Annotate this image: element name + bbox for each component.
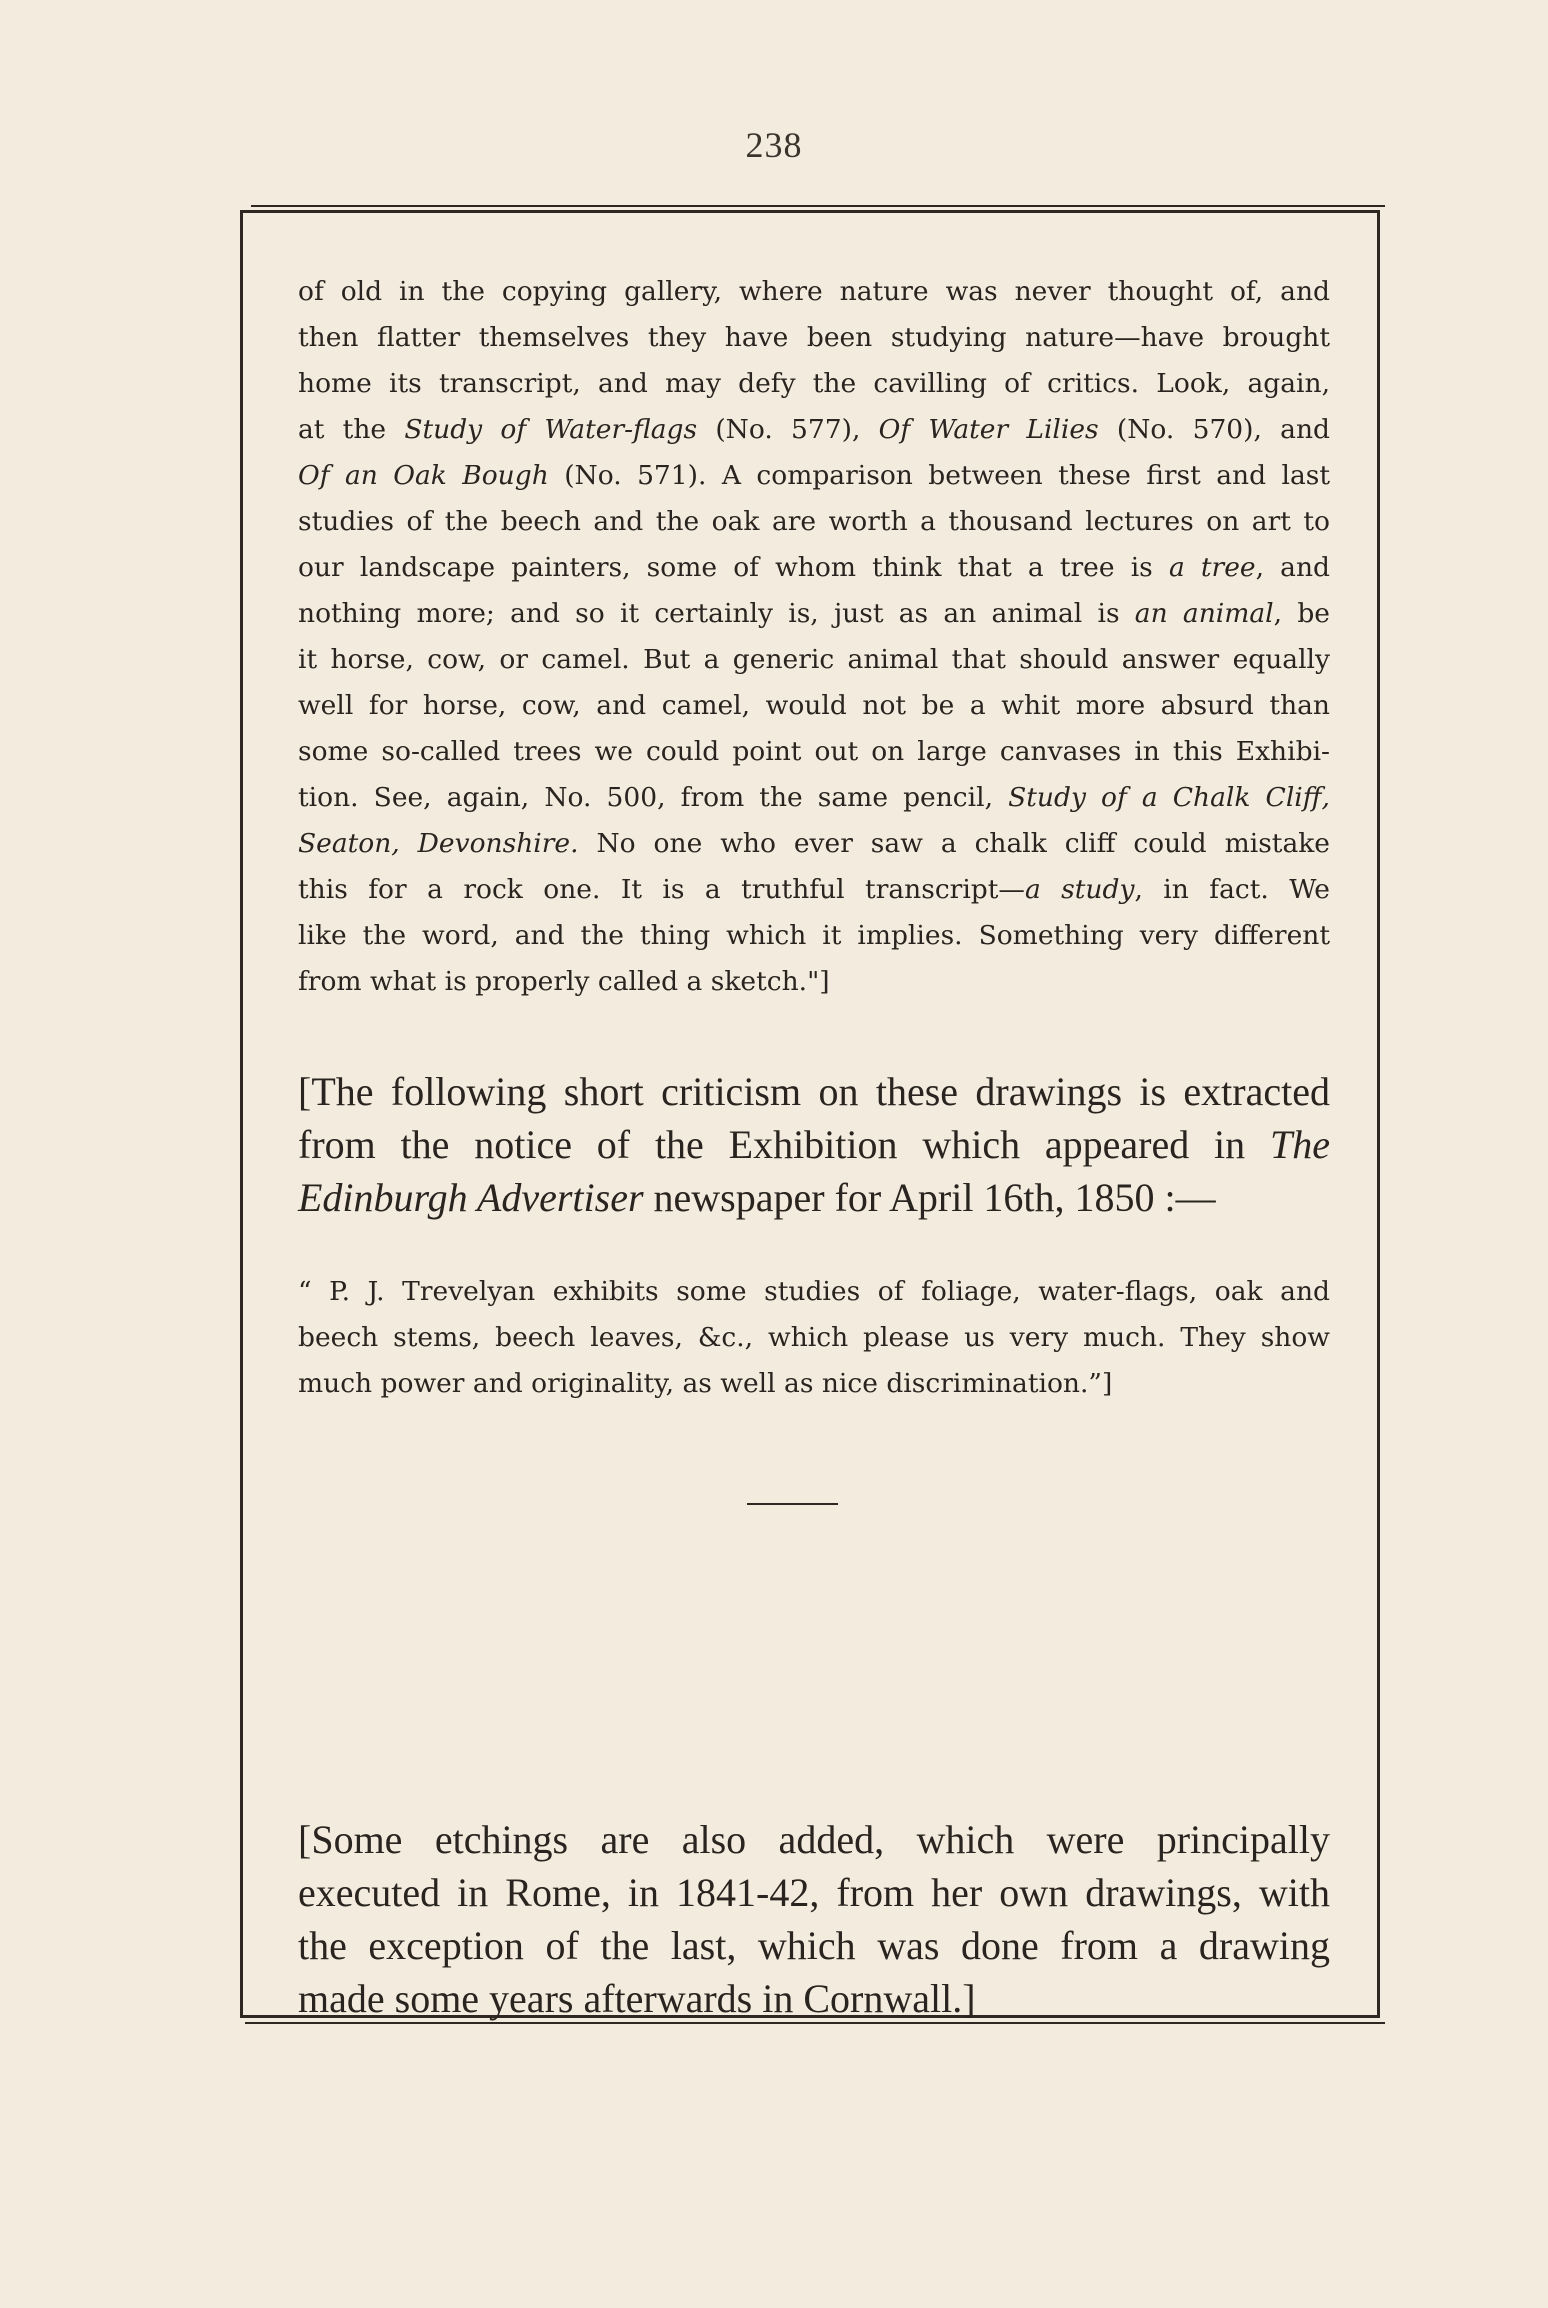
italic-title: an animal <box>1134 598 1274 629</box>
text-segment: from what is properly called a sketch."] <box>298 966 830 997</box>
text-line <box>298 453 1330 499</box>
text-segment: [The following short criticism on these drawings is extracted <box>298 1069 1330 1114</box>
text-segment: the exception of the last, which was done from a drawing <box>298 1923 1330 1968</box>
edinburgh-advertiser-paragraph <box>298 1065 1330 1224</box>
italic-title: The <box>1270 1122 1330 1167</box>
italic-title: Of an Oak Bough <box>298 460 549 491</box>
trevelyan-quote <box>298 1269 1330 1407</box>
text-segment: this for a rock one. It is a truthful transcript— <box>298 874 1025 905</box>
text-segment: No one who ever saw a chalk cliff could mistake <box>578 828 1330 859</box>
text-line <box>298 959 1330 1005</box>
text-line <box>298 1315 1330 1361</box>
text-line <box>298 729 1330 775</box>
text-line <box>298 269 1330 315</box>
text-line <box>298 683 1330 729</box>
italic-title: a study <box>1024 874 1135 905</box>
text-line <box>298 637 1330 683</box>
italic-title: Study of a Chalk Cliff, <box>1008 782 1330 813</box>
text-line <box>298 821 1330 867</box>
text-segment: “ P. J. Trevelyan exhibits some studies of foliage, water-flags, oak and <box>298 1276 1330 1307</box>
text-line <box>298 1919 1330 1972</box>
text-line <box>298 361 1330 407</box>
text-segment: of old in the copying gallery, where nature was never thought of, and <box>298 276 1330 307</box>
text-segment: [Some etchings are also added, which were principally <box>298 1817 1330 1862</box>
text-segment: then flatter themselves they have been studying nature—have brought <box>298 322 1330 353</box>
text-line <box>298 315 1330 361</box>
text-segment: nothing more; and so it certainly is, just as an animal is <box>298 598 1135 629</box>
text-segment: some so-called trees we could point out on large canvases in this Exhibi- <box>298 736 1330 767</box>
text-segment: (No. 571). A comparison between these first and last <box>548 460 1330 491</box>
text-segment: it horse, cow, or camel. But a generic animal that should answer equally <box>298 644 1330 675</box>
text-segment: (No. 570), and <box>1098 414 1330 445</box>
section-divider <box>747 1503 838 1505</box>
text-line <box>298 407 1330 453</box>
text-segment: newspaper for April 16th, 1850 :— <box>643 1175 1216 1220</box>
text-segment: at the <box>298 414 405 445</box>
text-line <box>298 1118 1330 1171</box>
page-number: 238 <box>745 125 803 165</box>
text-line <box>298 1171 1330 1224</box>
text-line <box>298 1269 1330 1315</box>
text-segment: beech stems, beech leaves, &c., which please us very much. They show <box>298 1322 1330 1353</box>
italic-title: a tree <box>1168 552 1256 583</box>
italic-title: Seaton, Devonshire. <box>298 828 579 859</box>
text-segment: home its transcript, and may defy the cavilling of critics. Look, again, <box>298 368 1330 399</box>
text-line <box>298 913 1330 959</box>
etchings-paragraph <box>298 1813 1330 2025</box>
text-line <box>298 591 1330 637</box>
text-segment: , and <box>1255 552 1330 583</box>
text-line <box>298 499 1330 545</box>
text-segment: our landscape painters, some of whom think that a tree is <box>298 552 1169 583</box>
text-line <box>298 867 1330 913</box>
italic-title: Study of Water-flags <box>404 414 698 445</box>
italic-title: Edinburgh Advertiser <box>298 1175 644 1220</box>
text-segment: studies of the beech and the oak are worth a thousand lectures on art to <box>298 506 1330 537</box>
page-frame <box>240 210 1380 2021</box>
text-segment: executed in Rome, in 1841-42, from her own drawings, with <box>298 1870 1330 1915</box>
text-segment: much power and originality, as well as nice discrimination.”] <box>298 1368 1113 1399</box>
text-segment: well for horse, cow, and camel, would not be a whit more absurd than <box>298 690 1330 721</box>
text-segment: , in fact. We <box>1134 874 1330 905</box>
text-line <box>298 545 1330 591</box>
text-line <box>298 1813 1330 1866</box>
text-line <box>298 775 1330 821</box>
text-segment: from the notice of the Exhibition which appeared in <box>298 1122 1270 1167</box>
quoted-review-text <box>298 269 1330 1005</box>
text-segment: (No. 577), <box>697 414 879 445</box>
text-segment: tion. See, again, No. 500, from the same pencil, <box>298 782 1009 813</box>
text-segment: like the word, and the thing which it implies. Something very different <box>298 920 1330 951</box>
text-line <box>298 1866 1330 1919</box>
italic-title: Of Water Lilies <box>878 414 1099 445</box>
text-line <box>298 1972 1330 2025</box>
text-segment: , be <box>1273 598 1330 629</box>
text-line <box>298 1361 1330 1407</box>
text-line <box>298 1065 1330 1118</box>
text-segment: made some years afterwards in Cornwall.] <box>298 1976 976 2021</box>
